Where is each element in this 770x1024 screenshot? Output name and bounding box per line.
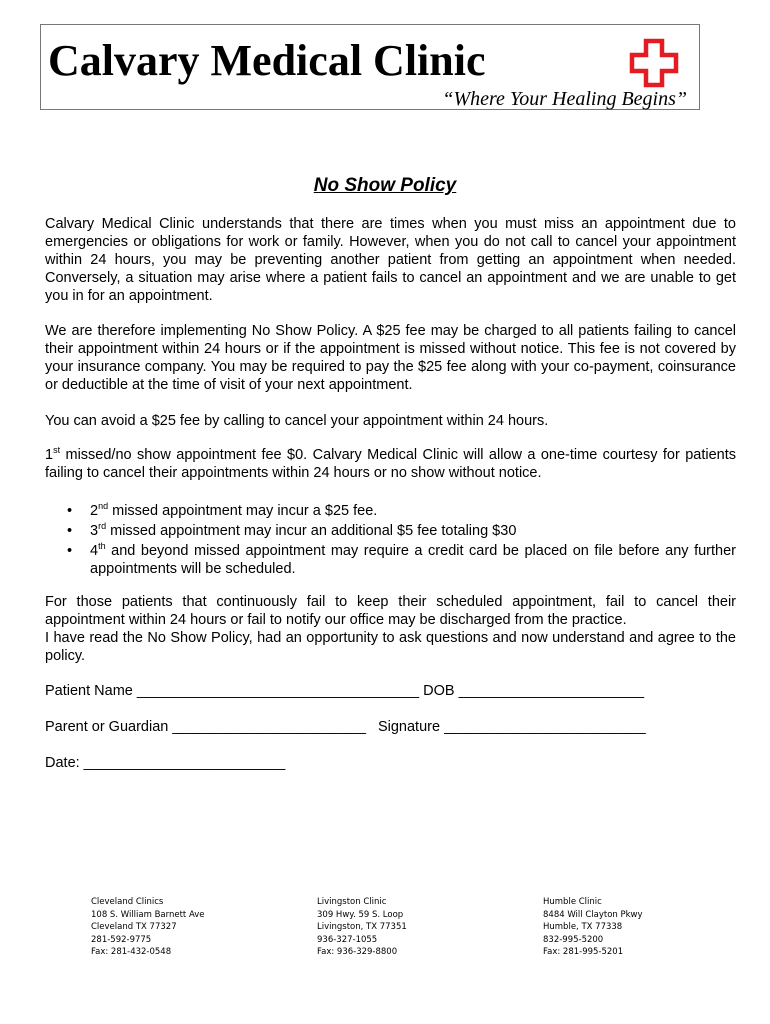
clinic-header	[40, 24, 700, 110]
footer-phone: 832-995-5200	[543, 934, 604, 945]
first-missed-text: missed/no show appointment fee $0. Calvary Medical Clinic will allow a one-time courtesy for patients failing to cancel their appointments within 24 hours or no show without notice.	[45, 447, 736, 481]
footer-fax: Fax: 936-329-8800	[317, 947, 398, 958]
date-field[interactable]: Date: _________________________	[45, 755, 286, 771]
footer-phone: 936-327-1055	[317, 934, 378, 945]
bullet-icon: •	[67, 543, 73, 559]
policy-title: No Show Policy	[313, 175, 457, 196]
ordinal-number: 3	[90, 523, 99, 539]
patient-name-dob-field[interactable]: Patient Name ___________________________________ DOB _______________________	[45, 683, 645, 699]
list-item-text: missed appointment may incur an additional $5 fee totaling $30	[106, 523, 517, 539]
guardian-signature-field[interactable]: Parent or Guardian ________________________ Signature _________________________	[45, 719, 646, 735]
footer-phone: 281-592-9775	[91, 934, 152, 945]
footer-fax: Fax: 281-995-5201	[543, 947, 624, 958]
footer-clinic-name: Cleveland Clinics	[91, 897, 164, 907]
footer-clinic-name: Livingston Clinic	[317, 897, 387, 907]
footer-clinic-cleveland	[91, 896, 205, 959]
ordinal-number: 4	[90, 543, 99, 559]
policy-fee-paragraph: We are therefore implementing No Show Policy. A $25 fee may be charged to all patients failing to cancel their appointment within 24 hours or if the appointment is missed without notice. This fee is not covered by your insurance company. You may be required to pay the $25 fee along with your co-payment, coinsurance or deductible at the time of visit of your next appointment.	[45, 323, 736, 393]
footer-address-line: 108 S. William Barnett Ave	[91, 909, 205, 920]
bullet-icon: •	[67, 503, 73, 519]
footer-city-line: Cleveland TX 77327	[91, 922, 177, 933]
ordinal-number: 2	[90, 503, 99, 519]
clinic-name: Calvary Medical Clinic	[48, 36, 486, 85]
ordinal-suffix: th	[98, 541, 106, 552]
policy-intro-paragraph: Calvary Medical Clinic understands that there are times when you must miss an appointment due to emergencies or obligations for work or family. However, when you do not call to cancel your appointment within 24 hours, you may be preventing another patient from getting an appointment when needed. Conversely, a situation may arise where a patient fails to cancel an appointment and we are unable to get you in for an appointment.	[45, 216, 736, 304]
footer-clinic-humble	[543, 896, 643, 959]
missed-appointment-list	[45, 502, 736, 580]
bullet-icon: •	[67, 523, 73, 539]
policy-avoid-fee-paragraph: You can avoid a $25 fee by calling to cancel your appointment within 24 hours.	[45, 413, 549, 429]
acknowledgement-paragraph: I have read the No Show Policy, had an opportunity to ask questions and now understand and agree to the policy.	[45, 630, 736, 664]
list-item	[45, 522, 736, 540]
ordinal-suffix: rd	[98, 521, 107, 532]
red-cross-outline-icon	[628, 37, 680, 89]
list-item	[45, 502, 736, 520]
ordinal-suffix: st	[53, 445, 61, 456]
footer-city-line: Livingston, TX 77351	[317, 922, 407, 933]
ordinal-suffix: nd	[98, 501, 109, 512]
footer-address-line: 8484 Will Clayton Pkwy	[543, 909, 643, 920]
footer-fax: Fax: 281-432-0548	[91, 947, 172, 958]
footer-city-line: Humble, TX 77338	[543, 922, 623, 933]
footer-clinic-name: Humble Clinic	[543, 897, 602, 907]
footer-address-line: 309 Hwy. 59 S. Loop	[317, 909, 404, 920]
list-item-text: and beyond missed appointment may require a credit card be placed on file before any further appointments will be scheduled.	[90, 543, 736, 577]
first-missed-paragraph	[45, 446, 736, 482]
list-item	[45, 542, 736, 578]
footer-clinic-livingston	[317, 896, 407, 959]
list-item-text: missed appointment may incur a $25 fee.	[108, 503, 378, 519]
ordinal-number: 1	[45, 447, 54, 463]
clinic-tagline: “Where Your Healing Begins”	[442, 88, 687, 110]
discharge-paragraph: For those patients that continuously fail to keep their scheduled appointment, fail to cancel their appointment within 24 hours or fail to notify our office may be discharged from the practice.	[45, 594, 736, 628]
